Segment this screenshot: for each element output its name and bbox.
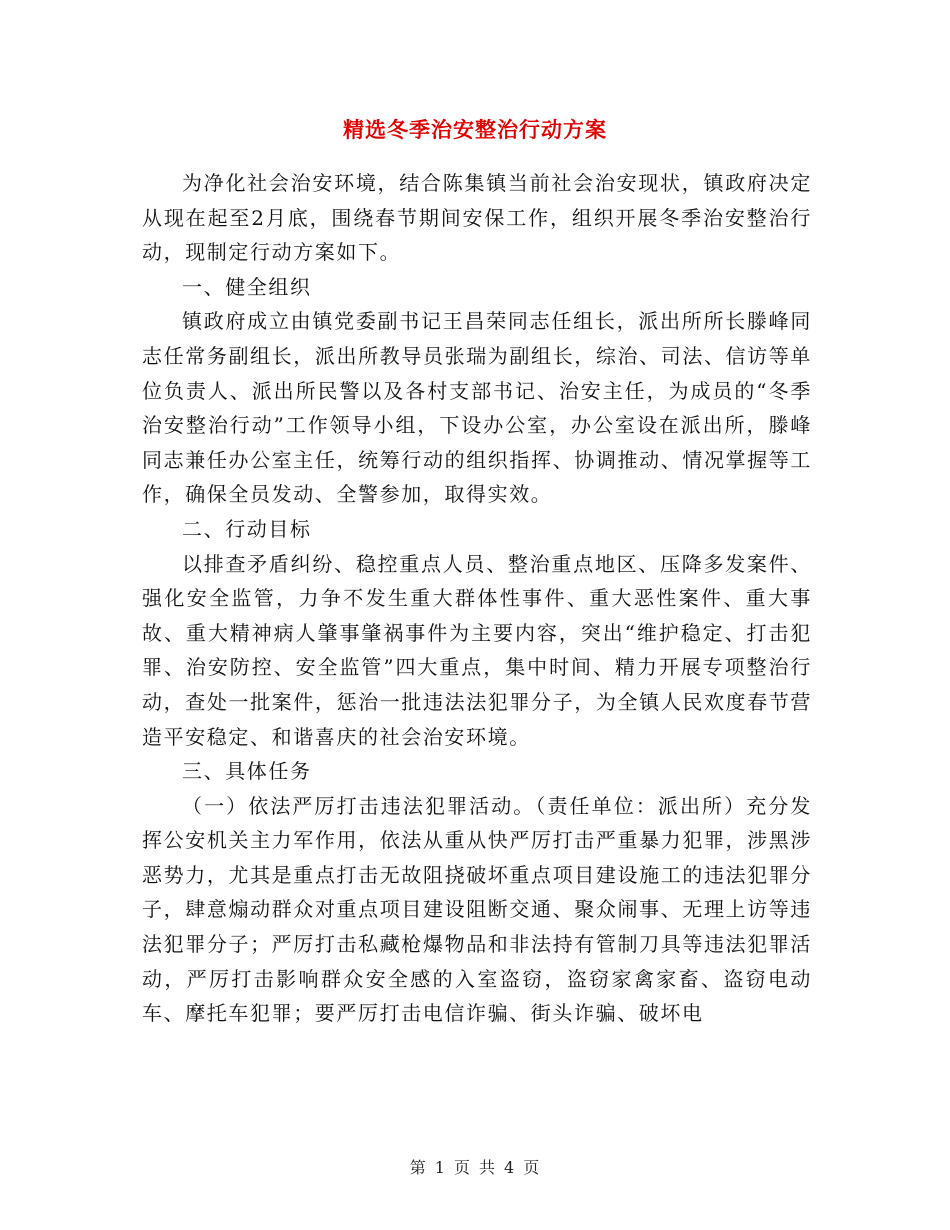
footer-total-prefix: 共: [479, 1158, 497, 1177]
goals-paragraph: 以排查矛盾纠纷、稳控重点人员、整治重点地区、压降多发案件、强化安全监管，力争不发生重大群体性事件、重大恶性案件、重大事故、重大精神病人肇事肇祸事件为主要内容，突出“维护稳定、打击犯罪、治安防控、安全监管”四大重点，集中时间、精力开展专项整治行动，查处一批案件，惩治一批违法法犯罪分子，为全镇人民欢度春节营造平安稳定、和谐喜庆的社会治安环境。: [142, 551, 812, 749]
document-body: [142, 166, 812, 1031]
page-footer: [0, 1155, 950, 1178]
footer-page-mid: 页: [453, 1158, 471, 1177]
footer-page-number: 1: [434, 1158, 446, 1177]
intro-paragraph: 为净化社会治安环境，结合陈集镇当前社会治安现状，镇政府决定从现在起至2月底，围绕春节期间安保工作，组织开展冬季治安整治行动，现制定行动方案如下。: [142, 171, 812, 265]
section-heading-goals: 二、行动目标: [182, 516, 312, 541]
footer-page-prefix: 第: [409, 1158, 427, 1177]
footer-total-suffix: 页: [523, 1158, 541, 1177]
document-title: 精选冬季治安整治行动方案: [343, 117, 607, 142]
footer-total-pages: 4: [504, 1158, 516, 1177]
section-heading-tasks: 三、具体任务: [182, 759, 312, 784]
organization-paragraph: 镇政府成立由镇党委副书记王昌荣同志任组长，派出所所长滕峰同志任常务副组长，派出所教导员张瑞为副组长，综治、司法、信访等单位负责人、派出所民警以及各村支部书记、治安主任，为成员的“冬季治安整治行动”工作领导小组，下设办公室，办公室设在派出所，滕峰同志兼任办公室主任，统筹行动的组织指挥、协调推动、情况掌握等工作，确保全员发动、全警参加，取得实效。: [142, 309, 812, 507]
tasks-paragraph: （一）依法严厉打击违法犯罪活动。（责任单位：派出所）充分发挥公安机关主力军作用，依法从重从快严厉打击严重暴力犯罪，涉黑涉恶势力，尤其是重点打击无故阻挠破坏重点项目建设施工的违法犯罪分子，肆意煽动群众对重点项目建设阻断交通、聚众闹事、无理上访等违法犯罪分子；严厉打击私藏枪爆物品和非法持有管制刀具等违法犯罪活动，严厉打击影响群众安全感的入室盗窃，盗窃家禽家畜、盗窃电动车、摩托车犯罪；要严厉打击电信诈骗、街头诈骗、破坏电: [142, 793, 812, 1026]
section-heading-organization: 一、健全组织: [182, 274, 312, 299]
